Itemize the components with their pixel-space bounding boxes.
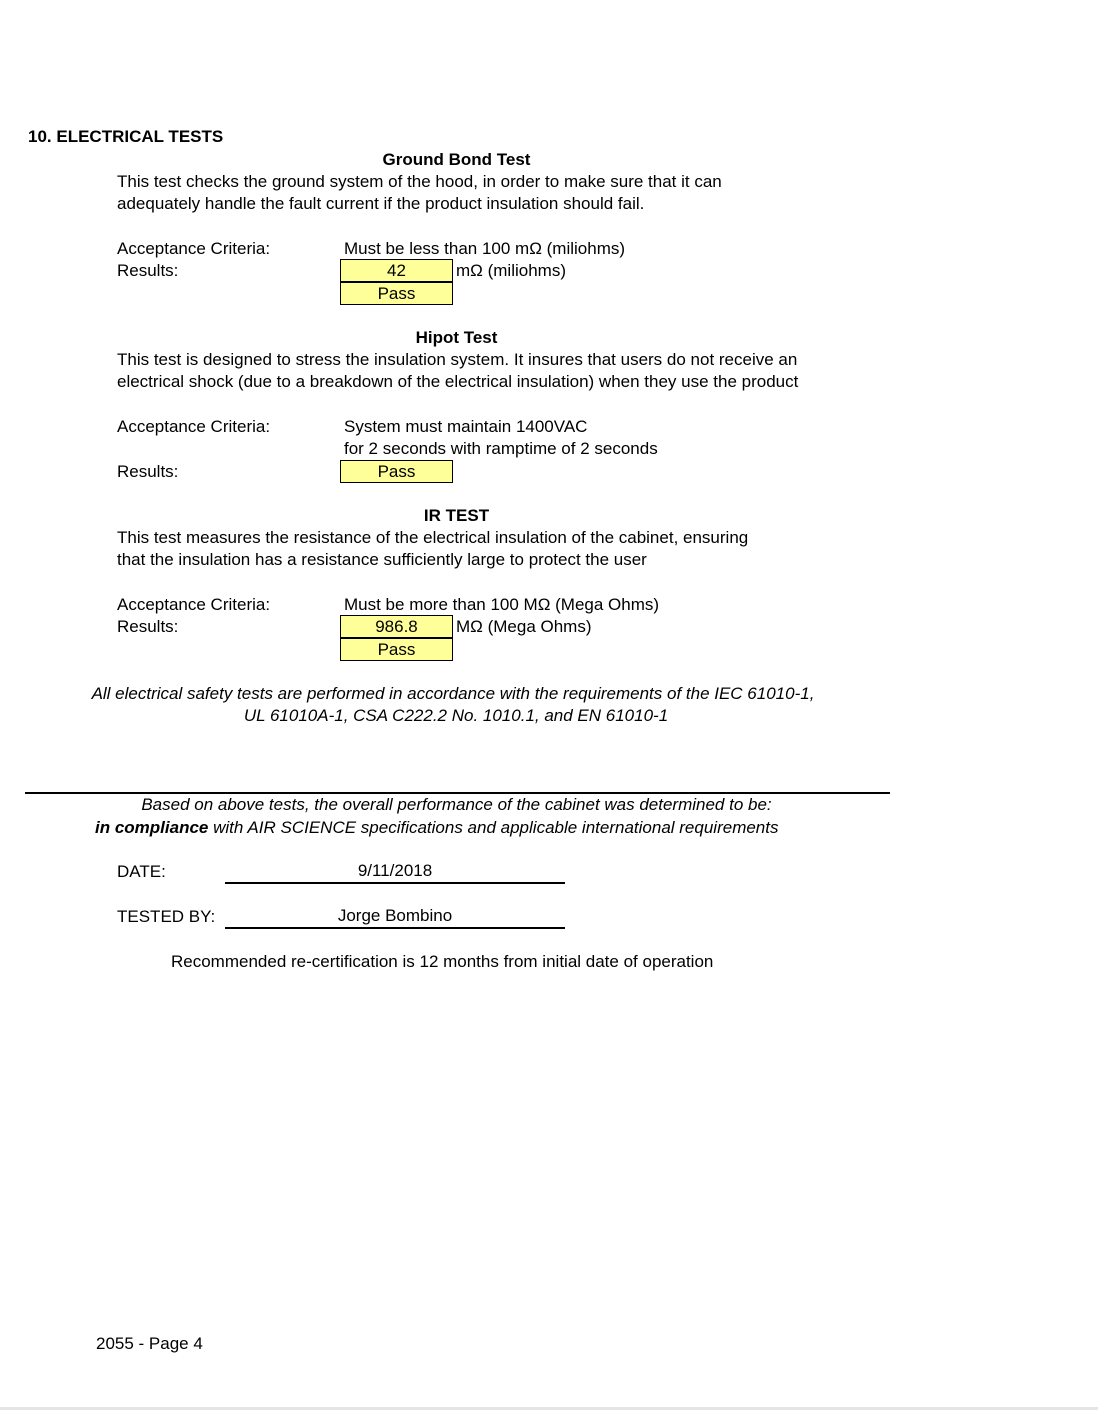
section-title: 10. ELECTRICAL TESTS — [28, 127, 224, 146]
ir-result-value-box: 986.8 — [340, 615, 453, 638]
compliance-detail: with AIR SCIENCE specifications and applicable international requirements — [213, 818, 779, 837]
date-value: 9/11/2018 — [357, 861, 433, 880]
hipot-criteria-line-2: for 2 seconds with ramptime of 2 seconds — [344, 439, 658, 458]
ir-result-unit: MΩ (Mega Ohms) — [456, 617, 592, 636]
hipot-criteria-label: Acceptance Criteria: — [117, 417, 271, 436]
hipot-description-line-2: electrical shock (due to a breakdown of the electrical insulation) when they use the product — [117, 372, 799, 391]
ir-description-line-1: This test measures the resistance of the electrical insulation of the cabinet, ensuring — [117, 528, 749, 547]
ir-title: IR TEST — [423, 506, 490, 525]
tested-by-value: Jorge Bombino — [337, 906, 453, 925]
ground-bond-title: Ground Bond Test — [382, 150, 531, 169]
ground-bond-result-unit: mΩ (miliohms) — [456, 261, 566, 280]
ground-bond-results-label: Results: — [117, 261, 179, 280]
ground-bond-criteria-value: Must be less than 100 mΩ (miliohms) — [344, 239, 626, 258]
ir-criteria-value: Must be more than 100 MΩ (Mega Ohms) — [344, 595, 660, 614]
hipot-description-line-1: This test is designed to stress the insulation system. It insures that users do not receive an — [117, 350, 798, 369]
standards-statement-line-1: All electrical safety tests are performed in accordance with the requirements of the IEC 61010-1, — [91, 684, 815, 703]
tested-by-label: TESTED BY: — [117, 907, 216, 926]
conclusion-line-2 — [95, 817, 778, 839]
ground-bond-result-status-box: Pass — [340, 282, 453, 305]
conclusion-line-1: Based on above tests, the overall performance of the cabinet was determined to be: — [141, 795, 772, 814]
hipot-results-label: Results: — [117, 462, 179, 481]
recertification-note: Recommended re-certification is 12 months from initial date of operation — [171, 952, 714, 971]
ir-results-label: Results: — [117, 617, 179, 636]
page-footer: 2055 - Page 4 — [96, 1334, 203, 1353]
hipot-result-status-box: Pass — [340, 460, 453, 483]
tested-by-underline — [225, 927, 565, 929]
date-label: DATE: — [117, 862, 166, 881]
ir-result-status-box: Pass — [340, 638, 453, 661]
hipot-title: Hipot Test — [415, 328, 498, 347]
hipot-criteria-line-1: System must maintain 1400VAC — [344, 417, 588, 436]
ir-description-line-2: that the insulation has a resistance sufficiently large to protect the user — [117, 550, 647, 569]
ir-criteria-label: Acceptance Criteria: — [117, 595, 271, 614]
standards-statement-line-2: UL 61010A-1, CSA C222.2 No. 1010.1, and EN 61010-1 — [243, 706, 669, 725]
date-underline — [225, 882, 565, 884]
ground-bond-result-value-box: 42 — [340, 259, 453, 282]
ground-bond-description-line-2: adequately handle the fault current if the product insulation should fail. — [117, 194, 645, 213]
ground-bond-criteria-label: Acceptance Criteria: — [117, 239, 271, 258]
ground-bond-description-line-1: This test checks the ground system of the hood, in order to make sure that it can — [117, 172, 722, 191]
compliance-status: in compliance — [95, 818, 209, 837]
